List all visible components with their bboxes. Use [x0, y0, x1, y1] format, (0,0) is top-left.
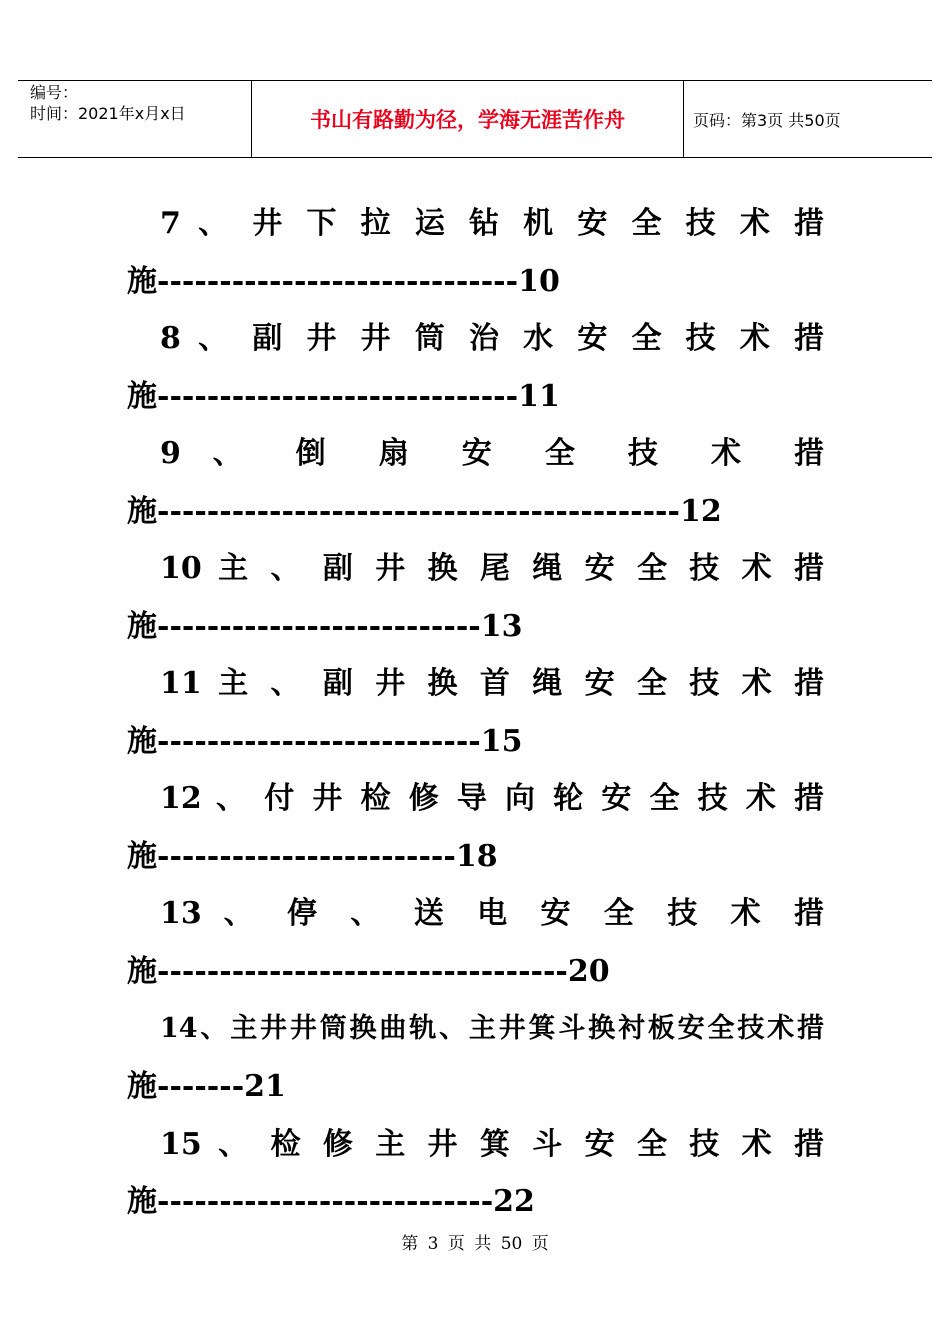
header-motto: 书山有路勤为径，学海无涯苦作舟	[310, 108, 625, 132]
toc-entry-page[interactable]: 施--------------------------15	[127, 724, 523, 759]
toc-entry-title[interactable]: 15 、 检 修 主 井 箕 斗 安 全 技 术 措	[160, 1127, 824, 1162]
header-page-info: 页码：第3页 共50页	[693, 111, 841, 130]
toc-entry-title[interactable]: 9 、 倒 扇 安 全 技 术 措	[160, 436, 824, 471]
header-meta	[30, 82, 186, 124]
header-top-rule	[18, 80, 932, 81]
toc-entry-title[interactable]: 11 主 、 副 井 换 首 绳 安 全 技 术 措	[160, 666, 824, 701]
document-number-label: 编号：	[30, 83, 79, 102]
toc-entry-title[interactable]: 14、主井井筒换曲轨、主井箕斗换衬板安全技术措	[160, 1013, 824, 1044]
toc-entry-title[interactable]: 12 、 付 井 检 修 导 向 轮 安 全 技 术 措	[160, 781, 824, 816]
header-divider	[683, 80, 684, 157]
toc-entry-page[interactable]: 施-----------------------------10	[127, 264, 560, 299]
toc-entry-page[interactable]: 施-------21	[127, 1069, 286, 1104]
toc-entry-title[interactable]: 13 、 停 、 送 电 安 全 技 术 措	[160, 896, 824, 931]
toc-entry-page[interactable]: 施---------------------------22	[127, 1184, 535, 1219]
toc-entry-page[interactable]: 施-----------------------------11	[127, 379, 560, 414]
document-date: 时间：2021年x月x日	[30, 104, 186, 123]
header-bottom-rule	[18, 157, 932, 158]
toc-entry-title[interactable]: 7 、 井 下 拉 运 钻 机 安 全 技 术 措	[160, 206, 824, 241]
toc-entry-page[interactable]: 施---------------------------------20	[127, 954, 610, 989]
toc-entry-title[interactable]: 8 、 副 井 井 筒 治 水 安 全 技 术 措	[160, 321, 824, 356]
toc-entry-page[interactable]: 施------------------------------------------12	[127, 494, 722, 529]
toc-entry-page[interactable]: 施--------------------------13	[127, 609, 523, 644]
toc-entry-title[interactable]: 10 主 、 副 井 换 尾 绳 安 全 技 术 措	[160, 551, 824, 586]
toc-entry-page[interactable]: 施------------------------18	[127, 839, 498, 874]
page-footer: 第 3 页 共 50 页	[401, 1234, 549, 1254]
